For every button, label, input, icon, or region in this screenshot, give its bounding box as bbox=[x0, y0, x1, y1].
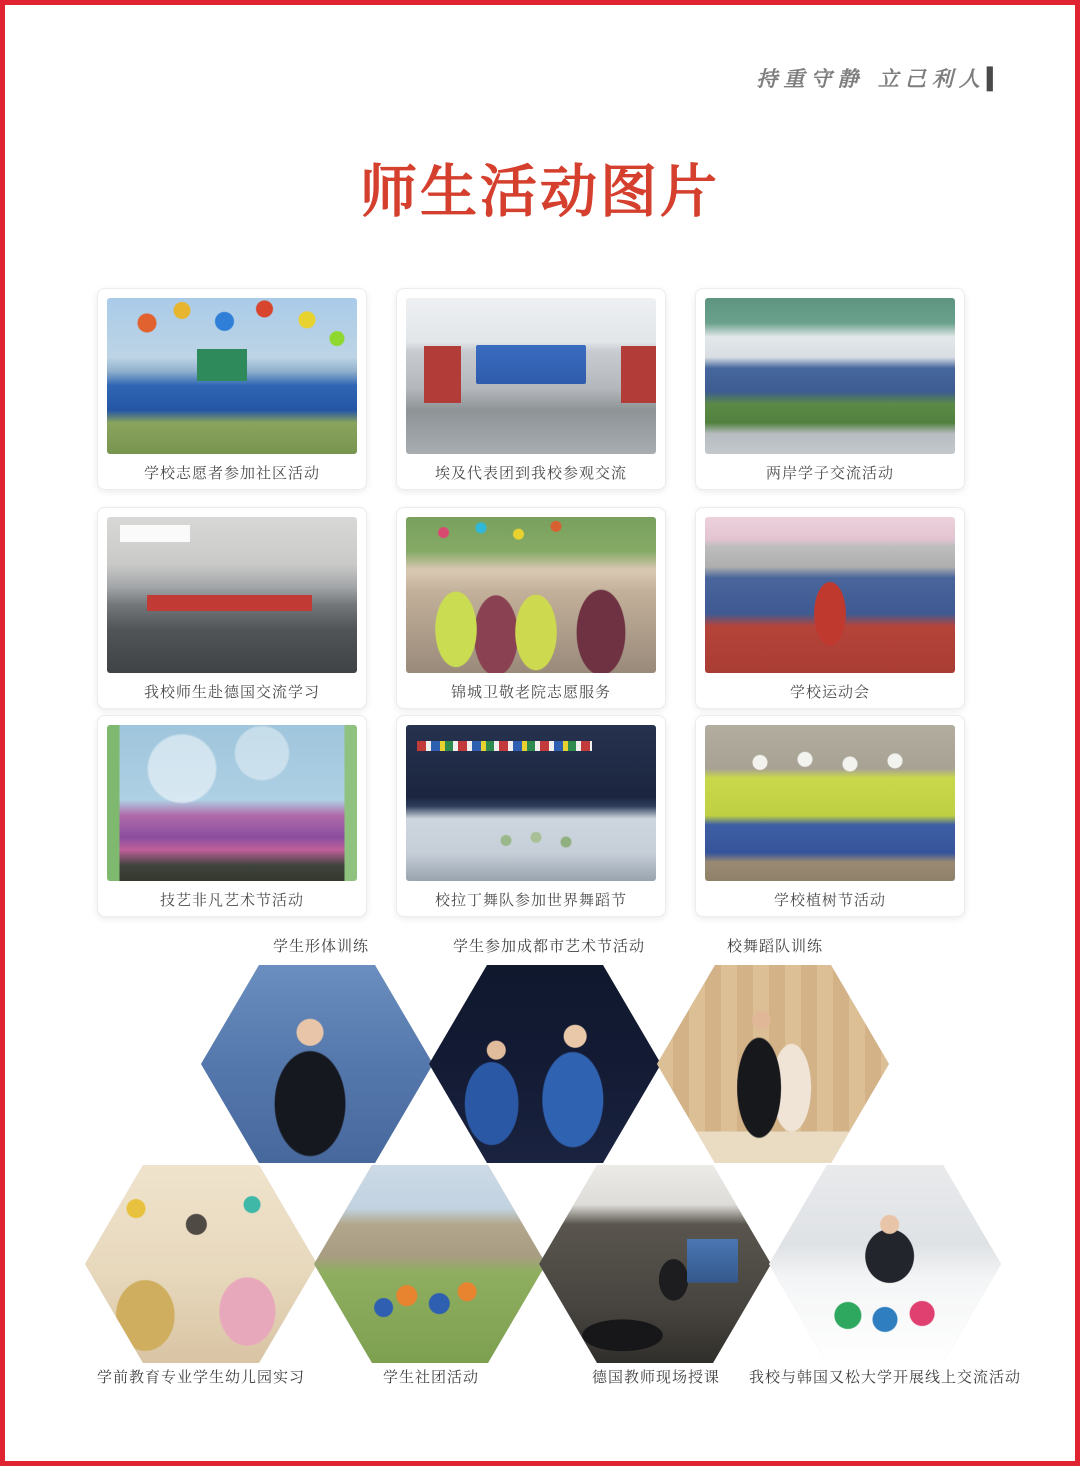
hex-caption-kindergarten-internship: 学前教育专业学生幼儿园实习 bbox=[96, 1369, 306, 1386]
hex-photo-kindergarten-internship bbox=[85, 1165, 317, 1363]
photo-card bbox=[396, 288, 666, 490]
photo-caption: 学校植树节活动 bbox=[773, 892, 886, 909]
motto-text: 持重守静 立己利人 bbox=[756, 66, 986, 91]
hex-caption-student-club: 学生社团活动 bbox=[382, 1369, 480, 1386]
photo-card bbox=[695, 715, 965, 917]
hex-caption-chengdu-art-festival: 学生参加成都市艺术节活动 bbox=[452, 938, 646, 955]
photo-card bbox=[695, 507, 965, 709]
photo-caption: 学校志愿者参加社区活动 bbox=[143, 465, 320, 482]
photo-egypt-delegation bbox=[406, 298, 656, 454]
photo-caption: 锦城卫敬老院志愿服务 bbox=[450, 684, 611, 701]
photo-germany-exchange bbox=[107, 517, 357, 673]
photo-grid-row-2 bbox=[97, 507, 975, 709]
photo-caption: 学校运动会 bbox=[789, 684, 870, 701]
motto-end-mark: ▍ bbox=[986, 66, 1003, 91]
photo-caption: 我校师生赴德国交流学习 bbox=[143, 684, 320, 701]
photo-card bbox=[396, 507, 666, 709]
photo-sports-meet bbox=[705, 517, 955, 673]
photo-latin-dance-festival bbox=[406, 725, 656, 881]
hex-photo-chengdu-art-festival bbox=[429, 965, 661, 1163]
photo-card bbox=[695, 288, 965, 490]
photo-caption: 两岸学子交流活动 bbox=[765, 465, 894, 482]
hex-caption-german-teacher-lecture: 德国教师现场授课 bbox=[591, 1369, 721, 1386]
hex-caption-korea-online-exchange: 我校与韩国又松大学开展线上交流活动 bbox=[748, 1369, 1022, 1386]
photo-caption: 技艺非凡艺术节活动 bbox=[159, 892, 304, 909]
photo-caption: 埃及代表团到我校参观交流 bbox=[434, 465, 627, 482]
photo-card bbox=[97, 715, 367, 917]
hex-caption-dance-team: 校舞蹈队训练 bbox=[726, 938, 824, 955]
photo-volunteers-community bbox=[107, 298, 357, 454]
photo-tree-planting bbox=[705, 725, 955, 881]
photo-card bbox=[396, 715, 666, 917]
hex-photo-body-training bbox=[201, 965, 433, 1163]
hex-photo-korea-online-exchange bbox=[769, 1165, 1001, 1363]
photo-grid-row-3 bbox=[97, 715, 975, 917]
photo-card bbox=[97, 288, 367, 490]
page-title: 师生活动图片 bbox=[360, 160, 720, 224]
photo-grid-row-1 bbox=[97, 288, 975, 490]
photo-card bbox=[97, 507, 367, 709]
hex-photo-student-club bbox=[314, 1165, 546, 1363]
photo-caption: 校拉丁舞队参加世界舞蹈节 bbox=[434, 892, 627, 909]
photo-cross-strait-exchange bbox=[705, 298, 955, 454]
page-motto bbox=[757, 63, 1003, 93]
photo-nursing-home-service bbox=[406, 517, 656, 673]
hex-photo-german-teacher-lecture bbox=[539, 1165, 771, 1363]
hex-caption-body-training: 学生形体训练 bbox=[272, 938, 370, 955]
hex-photo-dance-team bbox=[657, 965, 889, 1163]
photo-art-festival bbox=[107, 725, 357, 881]
